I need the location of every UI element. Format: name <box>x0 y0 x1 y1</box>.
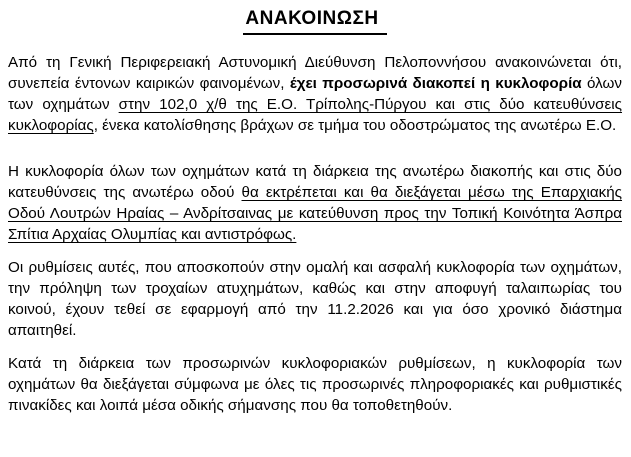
document-title-text: ΑΝΑΚΟΙΝΩΣΗ <box>243 6 386 35</box>
paragraph-1 <box>8 52 622 136</box>
text-run: Οι ρυθμίσεις αυτές, που αποσκοπούν στην ομαλή και ασφαλή κυκλοφορία των οχημάτων, την πρόληψη των τροχαίων ατυχημάτων, καθώς και στην αποφυγή ταλαιπωρίας του κοινού, έχουν τεθεί σε εφαρμογή από την 11.2.2026 και για όσο χρονικό διάστημα απαιτηθεί. <box>8 259 622 339</box>
document-body <box>8 52 622 416</box>
text-run: όλων των οχημάτων <box>8 75 622 113</box>
paragraph-2 <box>8 161 622 245</box>
paragraph-4 <box>8 353 622 416</box>
text-run: Η κυκλοφορία όλων των οχημάτων κατά τη διάρκεια της ανωτέρω διακοπής και στις δύο κατευθύνσεις της ανωτέρω οδού <box>8 163 622 201</box>
text-run: Κατά τη διάρκεια των προσωρινών κυκλοφοριακών ρυθμίσεων, η κυκλοφορία των οχημάτων θα διεξάγεται σύμφωνα με όλες τις προσωρινές πληροφοριακές και ρυθμιστικές πινακίδες και λοιπά μέσα οδικής σήμανσης που θα τοποθετηθούν. <box>8 355 622 414</box>
text-run: Από τη Γενική Περιφερειακή Αστυνομική Διεύθυνση Πελοποννήσου ανακοινώνεται ότι, συνεπεία έντονων καιρικών φαινομένων, <box>8 54 622 92</box>
document-title <box>8 6 622 35</box>
paragraph-3 <box>8 257 622 341</box>
text-run: έχει προσωρινά διακοπεί η κυκλοφορία <box>289 75 582 92</box>
text-run: , ένεκα κατολίσθησης βράχων σε τμήμα του οδοστρώματος της ανωτέρω Ε.Ο. <box>93 117 617 134</box>
text-run: στην 102,0 χ/θ της Ε.Ο. Τρίπολης-Πύργου και στις δύο κατευθύνσεις κυκλοφορίας <box>8 96 623 134</box>
text-run: θα εκτρέπεται και θα διεξάγεται μέσω της Επαρχιακής Οδού Λουτρών Ηραίας – Ανδρίτσαινας με κατεύθυνση προς την Τοπική Κοινότητα Άσπρα Σπίτια Αρχαίας Ολυμπίας και αντιστρόφως. <box>8 184 623 243</box>
